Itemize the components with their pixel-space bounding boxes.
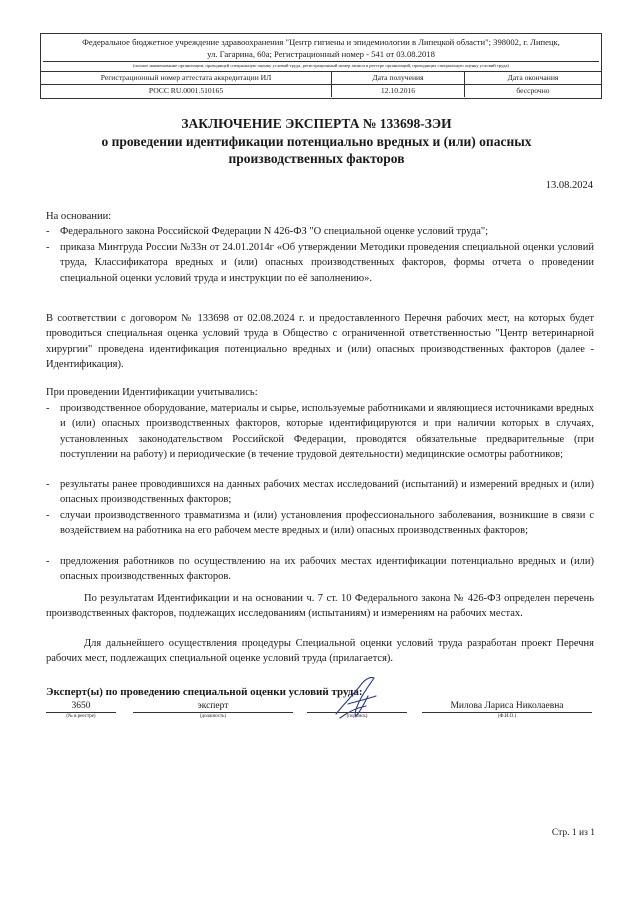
header-box: [40, 33, 602, 99]
accreditation-col-expiry: Дата окончания: [465, 72, 602, 85]
registry-number-caption: (№ в реестре): [66, 714, 96, 719]
registry-number: 3650: [46, 700, 116, 713]
considered-item: - производственное оборудование, материалы и сырье, используемые работниками и являющиеся источниками вредных и (или) опасных производственных факторов, которые идентифицируются и при наличии которых в случаях, установленных законодательством Российской Федерации, проводятся обязательные предварительные (при поступлении на работу) и периодические (в течение трудовой деятельности) медицинские осмотры работников;: [46, 401, 594, 462]
considered-item-text: производственное оборудование, материалы и сырье, используемые работниками и являющиеся источниками вредных и (или) опасных производственных факторов, которые идентифицируются и при наличии которых в случаях, установленных законодательством Российской Федерации, проводятся обязательные предварительные (при поступлении на работу) и периодические (в течение трудовой деятельности) медицинские осмотры работников;: [60, 403, 594, 460]
registry-number-field: [46, 700, 116, 725]
document-date: 13.08.2024: [545, 180, 593, 191]
accreditation-header-row: [41, 72, 601, 85]
contract-paragraph-text: В соответствии с договором № 133698 от 02.08.2024 г. и предоставленного Перечня рабочих мест, на которых будет проводиться специальная оценка условий труда в Общество с ограниченной ответственностью "Центр ветеринарной хирургии" проведена идентификация потенциально вредных и (или) опасных производственных факторов (далее - Идентификация).: [46, 313, 594, 370]
basis-item: - приказа Минтруда России №33н от 24.01.2014г «Об утверждении Методики проведения специальной оценки условий труда, Классификатора вредных и (или) опасных производственных факторов, формы отчета о проведении специальной оценки условий труда и инструкции по её заполнению».: [46, 240, 594, 286]
basis-item: - Федерального закона Российской Федерации N 426-ФЗ "О специальной оценке условий труда";: [46, 224, 594, 239]
position-caption: (должность): [199, 714, 227, 719]
handwritten-signature: [330, 674, 380, 720]
accreditation-value-row: [41, 85, 601, 98]
further-paragraph: Для дальнейшего осуществления процедуры Специальной оценки условий труда разработан проект Перечня рабочих мест, подлежащих специальной оценке условий труда (прилагается).: [46, 638, 594, 665]
expert-name: Милова Лариса Николаевна: [422, 700, 592, 713]
document-subtitle-line-1: о проведении идентификации потенциально вредных и (или) опасных: [101, 134, 532, 149]
document-subtitle-line-2: производственных факторов: [228, 151, 405, 166]
considered-item-text: случаи производственного травматизма и (или) установления профессионального заболевания, возникшие в связи с воздействием на работника на его рабочем месте вредных и (или) опасных производственных факторов;: [60, 510, 594, 537]
considered-item: - предложения работников по осуществлению на их рабочих местах идентификации потенциально вредных и (или) опасных производственных факторов.: [46, 554, 594, 585]
expert-position: эксперт: [133, 700, 293, 713]
name-field: [422, 700, 592, 725]
considered-item: - случаи производственного травматизма и (или) установления профессионального заболевания, возникшие в связи с воздействием на работника на его рабочем месте вредных и (или) опасных производственных факторов;: [46, 508, 594, 539]
accreditation-received-date: 12.10.2016: [332, 85, 465, 98]
considered-item: - результаты ранее проводившихся на данных рабочих местах исследований (испытаний) и измерений вредных и (или) опасных производственных факторов;: [46, 477, 594, 508]
signature-caption: (подпись): [346, 714, 368, 719]
organization-info: [47, 37, 595, 60]
basis-item-text: приказа Минтруда России №33н от 24.01.2014г «Об утверждении Методики проведения специальной оценки условий труда, Классификатора вредных и (или) опасных производственных факторов, формы отчета о проведении специальной оценки условий труда и инструкции по её заполнению».: [60, 242, 594, 284]
accreditation-number: РОСС RU.0001.510165: [41, 85, 332, 98]
organization-line-1: Федеральное бюджетное учреждение здравоохранения "Центр гигиены и эпидемиологии в Липецкой области"; 398002, г. Липецк,: [82, 37, 560, 47]
organization-note: (полное наименование организации, проводящей специальную оценку условий труда, регистрационный номер записи в реестре организаций, проводящих специальную оценку условий труда): [43, 61, 599, 69]
considered-intro: При проведении Идентификации учитывались:: [46, 387, 258, 398]
document-title: ЗАКЛЮЧЕНИЕ ЭКСПЕРТА № 133698-ЗЭИ: [181, 116, 452, 131]
position-field: [133, 700, 293, 725]
basis-intro: На основании:: [46, 211, 112, 222]
contract-paragraph: [46, 311, 594, 372]
accreditation-col-received: Дата получения: [332, 72, 465, 85]
considered-item-text: результаты ранее проводившихся на данных рабочих местах исследований (испытаний) и измерений вредных и (или) опасных производственных факторов;: [60, 479, 594, 506]
expert-title: Эксперт(ы) по проведению специальной оценки условий труда:: [46, 686, 363, 698]
organization-line-2: ул. Гагарина, 60а; Регистрационный номер - 541 от 03.08.2018: [207, 48, 435, 59]
considered-item-text: предложения работников по осуществлению на их рабочих местах идентификации потенциально вредных и (или) опасных производственных факторов.: [60, 556, 594, 583]
basis-item-text: Федерального закона Российской Федерации N 426-ФЗ "О специальной оценке условий труда";: [60, 226, 489, 237]
page-number: Стр. 1 из 1: [551, 828, 595, 838]
accreditation-table: [41, 71, 601, 97]
result-paragraph: По результатам Идентификации и на основании ч. 7 ст. 10 Федерального закона № 426-ФЗ определен перечень производственных факторов, подлежащих исследованиям (испытаниям) и измерениям на рабочих местах.: [46, 593, 594, 620]
accreditation-col-number: Регистрационный номер аттестата аккредитации ИЛ: [41, 72, 332, 85]
accreditation-expiry: бессрочно: [465, 85, 602, 98]
name-caption: (Ф.И.О.): [497, 714, 517, 719]
